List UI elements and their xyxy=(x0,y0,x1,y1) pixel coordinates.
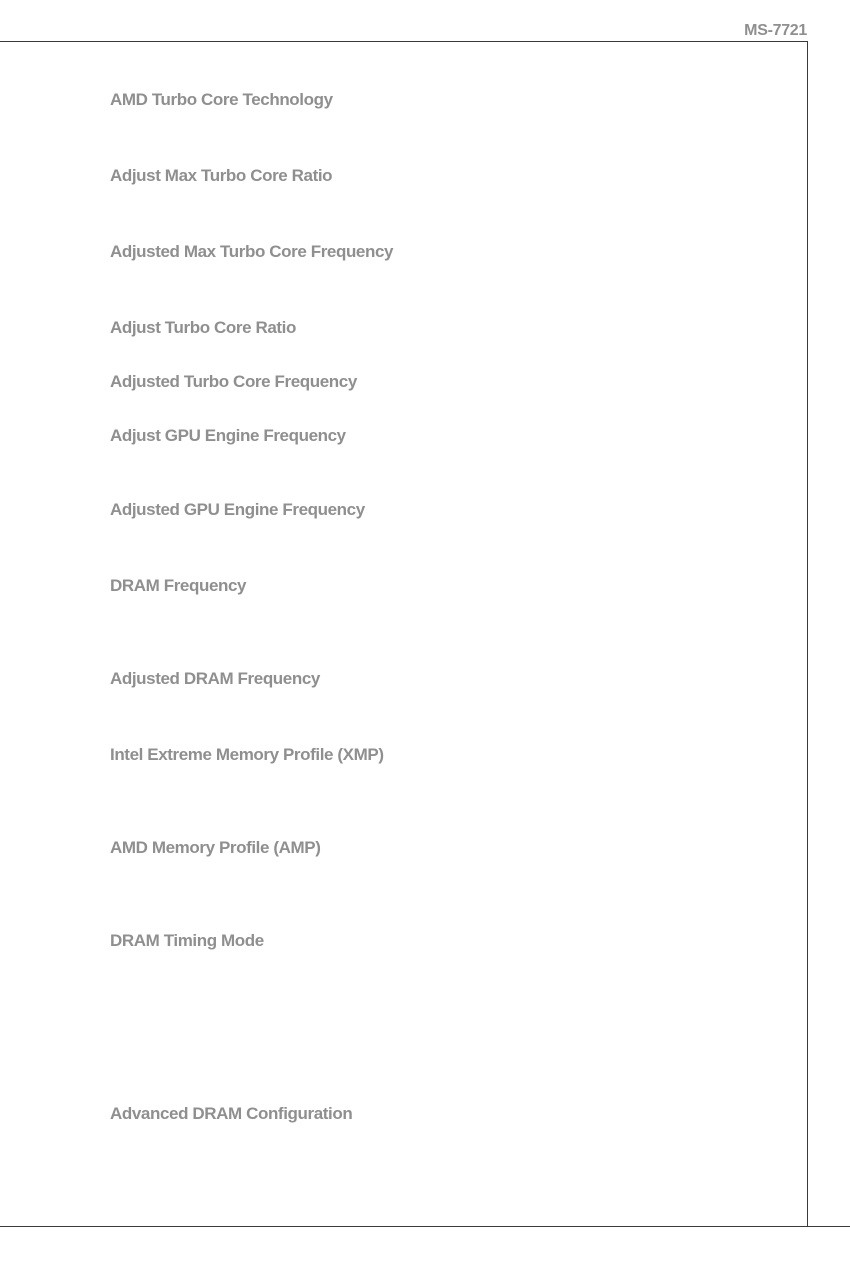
setting-intel-xmp: Intel Extreme Memory Profile (XMP) xyxy=(110,745,384,764)
frame-right-rule xyxy=(807,41,808,1227)
setting-adjusted-turbo-core-frequency: Adjusted Turbo Core Frequency xyxy=(110,372,357,391)
setting-adjusted-gpu-engine-frequency: Adjusted GPU Engine Frequency xyxy=(110,500,365,519)
setting-adjust-max-turbo-core-ratio: Adjust Max Turbo Core Ratio xyxy=(110,166,333,185)
setting-adjust-turbo-core-ratio: Adjust Turbo Core Ratio xyxy=(110,318,296,337)
setting-adjust-gpu-engine-frequency: Adjust GPU Engine Frequency xyxy=(110,426,346,445)
setting-dram-timing-mode: DRAM Timing Mode xyxy=(110,931,264,950)
setting-amd-memory-profile: AMD Memory Profile (AMP) xyxy=(110,838,321,857)
frame-top-rule xyxy=(0,41,808,42)
setting-adjusted-max-turbo-core-frequency: Adjusted Max Turbo Core Frequency xyxy=(110,242,394,261)
setting-dram-frequency: DRAM Frequency xyxy=(110,576,247,595)
model-number: MS-7721 xyxy=(744,22,807,39)
setting-advanced-dram-configuration: Advanced DRAM Configuration xyxy=(110,1104,353,1123)
setting-amd-turbo-core-technology: AMD Turbo Core Technology xyxy=(110,90,333,109)
frame-bottom-rule xyxy=(0,1226,850,1227)
setting-adjusted-dram-frequency: Adjusted DRAM Frequency xyxy=(110,669,320,688)
